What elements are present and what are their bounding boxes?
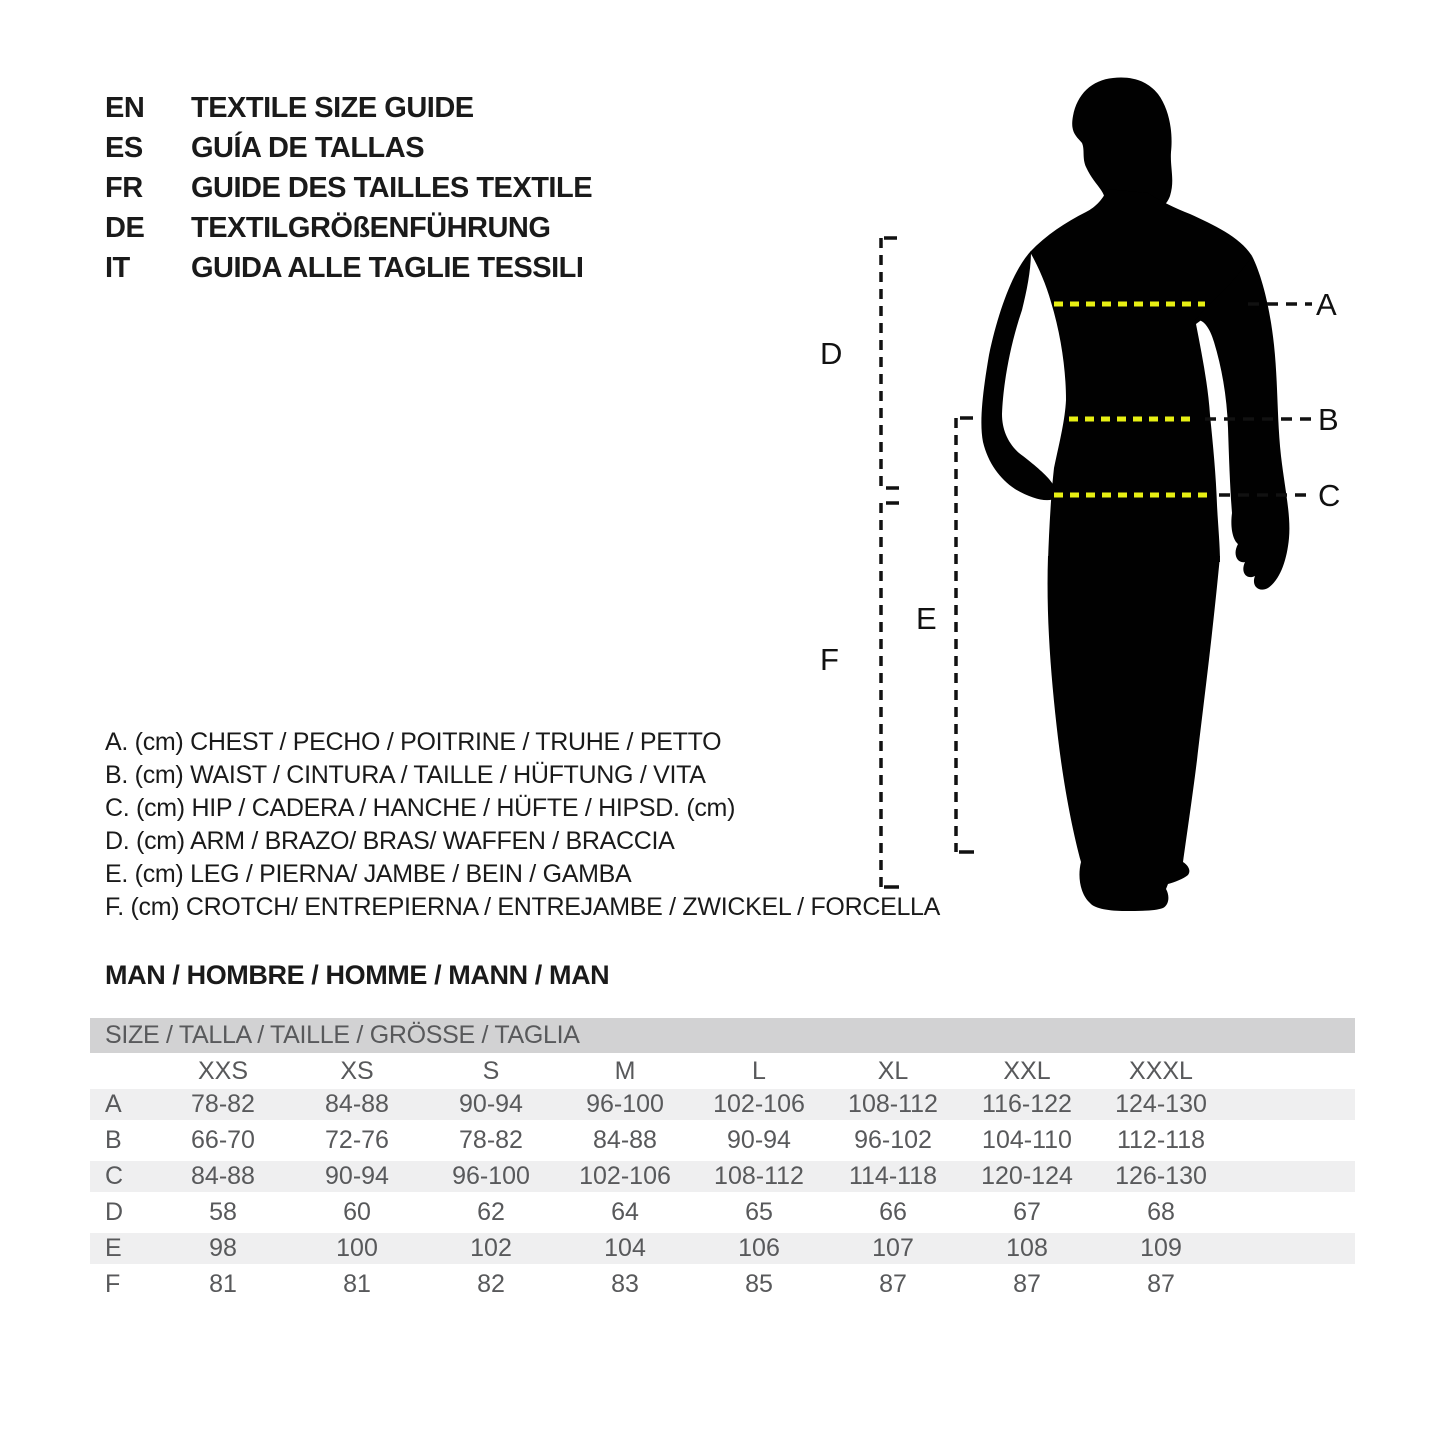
cell: 65 bbox=[745, 1198, 773, 1226]
cell: 100 bbox=[336, 1234, 378, 1262]
col-header-xxl: XXL bbox=[1003, 1057, 1051, 1085]
lang-row-fr bbox=[105, 168, 592, 208]
measure-label-c: C bbox=[1318, 478, 1340, 513]
lang-code: ES bbox=[105, 131, 143, 164]
silhouette-legs bbox=[1048, 556, 1220, 911]
lang-row-it bbox=[105, 248, 592, 288]
table-row-e bbox=[90, 1233, 1355, 1264]
cell: 126-130 bbox=[1115, 1162, 1207, 1190]
cell: 81 bbox=[209, 1270, 237, 1298]
cell: 72-76 bbox=[325, 1126, 389, 1154]
col-header-xxxl: XXXL bbox=[1129, 1057, 1193, 1085]
cell: 96-100 bbox=[586, 1090, 664, 1118]
cell: 108-112 bbox=[714, 1162, 804, 1190]
cell: 107 bbox=[872, 1234, 914, 1262]
cell: 96-100 bbox=[452, 1162, 530, 1190]
measurement-legend bbox=[105, 726, 940, 924]
legend-crotch: F. (cm) CROTCH/ ENTREPIERNA / ENTREJAMBE / ZWICKEL / FORCELLA bbox=[105, 893, 941, 921]
cell: 90-94 bbox=[727, 1126, 791, 1154]
cell: 98 bbox=[209, 1234, 237, 1262]
row-label: E bbox=[105, 1234, 122, 1262]
guide-title: GUIDA ALLE TAGLIE TESSILI bbox=[191, 251, 584, 284]
cell: 102 bbox=[470, 1234, 512, 1262]
guide-title: TEXTILGRÖßENFÜHRUNG bbox=[191, 211, 551, 244]
cell: 66 bbox=[879, 1198, 907, 1226]
lang-code: DE bbox=[105, 211, 145, 244]
row-label: B bbox=[105, 1126, 122, 1154]
col-header-s: S bbox=[482, 1057, 500, 1085]
cell: 78-82 bbox=[459, 1126, 523, 1154]
cell: 102-106 bbox=[579, 1162, 671, 1190]
cell: 104 bbox=[604, 1234, 646, 1262]
table-row-b bbox=[90, 1125, 1355, 1156]
guide-title: GUIDE DES TAILLES TEXTILE bbox=[191, 171, 593, 204]
cell: 62 bbox=[477, 1198, 505, 1226]
cell: 124-130 bbox=[1115, 1090, 1207, 1118]
size-table-header-bar: SIZE / TALLA / TAILLE / GRÖSSE / TAGLIA bbox=[90, 1018, 1355, 1053]
legend-waist: B. (cm) WAIST / CINTURA / TAILLE / HÜFTUNG / VITA bbox=[105, 761, 706, 789]
col-header-xs: XS bbox=[340, 1057, 374, 1085]
col-header-xxs: XXS bbox=[197, 1057, 249, 1085]
table-row-f bbox=[90, 1269, 1355, 1300]
measure-label-b: B bbox=[1318, 402, 1339, 437]
cell: 108 bbox=[1006, 1234, 1048, 1262]
table-row-a bbox=[90, 1089, 1355, 1120]
row-label: A bbox=[105, 1090, 122, 1118]
legend-leg: E. (cm) LEG / PIERNA/ JAMBE / BEIN / GAMBA bbox=[105, 860, 632, 888]
cell: 60 bbox=[343, 1198, 371, 1226]
cell: 58 bbox=[209, 1198, 237, 1226]
language-title-block bbox=[105, 88, 592, 288]
cell: 114-118 bbox=[848, 1162, 938, 1190]
size-table-column-headers bbox=[90, 1056, 1355, 1087]
cell: 78-82 bbox=[191, 1090, 255, 1118]
lang-code: EN bbox=[105, 91, 145, 124]
gender-heading: MAN / HOMBRE / HOMME / MANN / MAN bbox=[105, 960, 610, 990]
silhouette-torso bbox=[1030, 189, 1252, 562]
cell: 64 bbox=[611, 1198, 639, 1226]
cell: 82 bbox=[477, 1270, 505, 1298]
cell: 84-88 bbox=[593, 1126, 657, 1154]
legend-hip: C. (cm) HIP / CADERA / HANCHE / HÜFTE / HIPSD. (cm) bbox=[105, 794, 736, 822]
cell: 87 bbox=[1147, 1270, 1175, 1298]
lang-row-en bbox=[105, 88, 592, 128]
cell: 120-124 bbox=[981, 1162, 1073, 1190]
cell: 116-122 bbox=[982, 1090, 1072, 1118]
row-label: D bbox=[105, 1198, 124, 1226]
cell: 90-94 bbox=[459, 1090, 523, 1118]
lang-code: IT bbox=[105, 251, 130, 284]
cell: 66-70 bbox=[191, 1126, 255, 1154]
cell: 102-106 bbox=[713, 1090, 805, 1118]
legend-chest: A. (cm) CHEST / PECHO / POITRINE / TRUHE / PETTO bbox=[105, 728, 722, 756]
table-row-c bbox=[90, 1161, 1355, 1192]
cell: 83 bbox=[611, 1270, 639, 1298]
row-label: C bbox=[105, 1162, 124, 1190]
cell: 84-88 bbox=[191, 1162, 255, 1190]
cell: 87 bbox=[1013, 1270, 1041, 1298]
cell: 104-110 bbox=[982, 1126, 1072, 1154]
legend-arm: D. (cm) ARM / BRAZO/ BRAS/ WAFFEN / BRACCIA bbox=[105, 827, 675, 855]
measure-label-f: F bbox=[820, 642, 839, 677]
lang-row-es bbox=[105, 128, 592, 168]
col-header-m: M bbox=[614, 1057, 636, 1085]
cell: 109 bbox=[1140, 1234, 1182, 1262]
cell: 81 bbox=[343, 1270, 371, 1298]
cell: 96-102 bbox=[854, 1126, 932, 1154]
cell: 112-118 bbox=[1116, 1126, 1206, 1154]
cell: 67 bbox=[1013, 1198, 1041, 1226]
table-row-d bbox=[90, 1197, 1355, 1228]
guide-title: TEXTILE SIZE GUIDE bbox=[191, 91, 474, 124]
cell: 85 bbox=[745, 1270, 773, 1298]
silhouette-left-arm bbox=[981, 251, 1056, 500]
measure-label-d: D bbox=[820, 336, 842, 371]
measure-label-a: A bbox=[1316, 287, 1337, 322]
lang-code: FR bbox=[105, 171, 143, 204]
cell: 84-88 bbox=[325, 1090, 389, 1118]
cell: 106 bbox=[738, 1234, 780, 1262]
lang-row-de bbox=[105, 208, 592, 248]
size-table bbox=[90, 1018, 1355, 1305]
col-header-l: L bbox=[752, 1057, 766, 1085]
measure-label-e: E bbox=[916, 601, 937, 636]
cell: 90-94 bbox=[325, 1162, 389, 1190]
guide-title: GUÍA DE TALLAS bbox=[191, 131, 425, 164]
cell: 108-112 bbox=[848, 1090, 938, 1118]
cell: 87 bbox=[879, 1270, 907, 1298]
row-label: F bbox=[105, 1270, 121, 1298]
cell: 68 bbox=[1147, 1198, 1175, 1226]
col-header-xl: XL bbox=[877, 1057, 909, 1085]
